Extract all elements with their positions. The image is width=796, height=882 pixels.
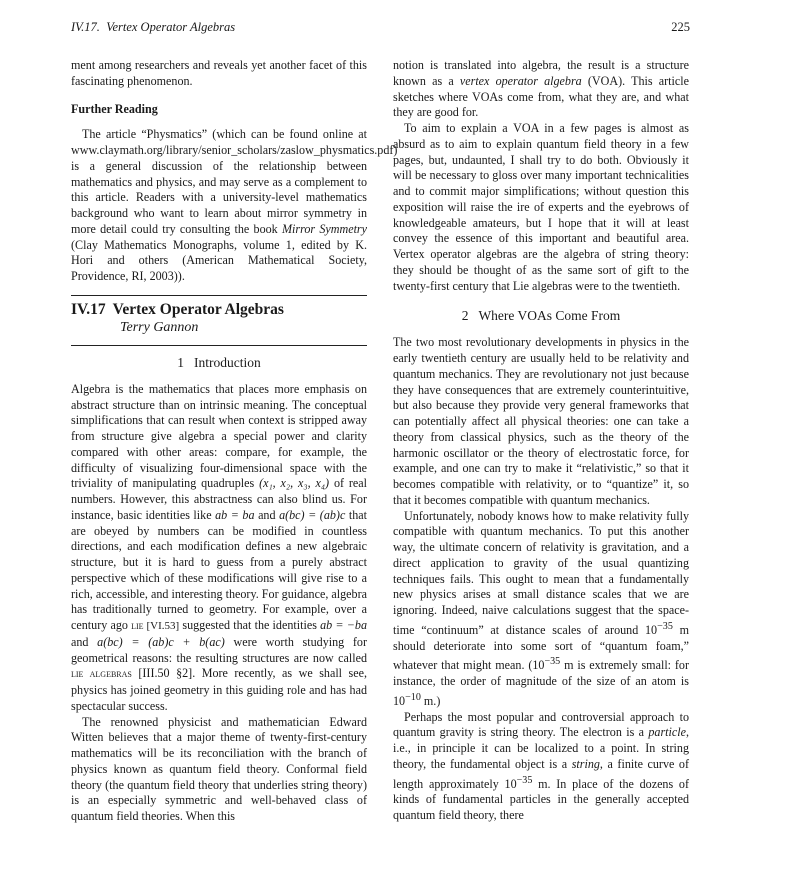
further-reading-text — [71, 127, 398, 285]
cross-ref-lie-algebras-location: [III.50 §2] — [131, 666, 193, 681]
chapter-rule-top — [71, 295, 367, 296]
section-2-number: 2 — [461, 308, 469, 324]
s1p1-g: were worth studying for geometrical reasons: the resulting structures are now called — [71, 634, 367, 665]
further-reading-text-a: The article “Physmatics” (which can be found online at www.claymath.org/library/senior_scholars/zaslow_physmatics.pdf) is a general discussion of the relationship between mathematics and physics, and may serve as a complement to this article. Readers with a university-level mathematics background who want to learn about mirror symmetry in more detail could try consulting the book — [71, 127, 398, 236]
s1p1-f: and — [71, 634, 98, 649]
term-string: string — [571, 756, 600, 771]
section-2-paragraph-1: The two most revolutionary developments in physics in the early twentieth century are usually held to be relativity and quantum mechanics. They are revolutionary not just because they have consequences that are extremely counterintuitive, but also because they provide very general frameworks that can potentially affect all physical theories: one can take a theory from classical physics, such as the theory of the harmonic oscillator or the theory of electrostatic force, for example, and one can try to make it “relativistic,” so that it becomes compatible with relativity, or to “quantize” it, so that it becomes compatible with quantum mechanics. — [393, 335, 689, 507]
length-planck-base: 10 — [645, 622, 658, 637]
s2p3-b: , i.e., in principle it can be localized to a point. In string theory, the fundamental object is a — [393, 725, 689, 771]
term-voa: vertex operator algebra — [459, 73, 582, 88]
chapter-title-header: Vertex Operator Algebras — [106, 20, 236, 34]
length-atom-base: 10 — [393, 693, 406, 708]
s1p1-d: that are obeyed by numbers can be modified in countless directions, and each modification defines a new algebraic structure, but it is hard to guess from a purely abstract perspective which of these modifications will give rise to a rich, accessible, and interesting theory. For guidance, algebra has traditionally turned to geometry. For example, over a century ago — [71, 507, 367, 632]
length-planck-exponent-2: −35 — [544, 656, 561, 668]
running-head-title — [71, 20, 235, 35]
math-commutativity: ab = ba — [215, 507, 255, 522]
section-1-heading — [71, 354, 367, 371]
section-2-heading — [393, 307, 689, 324]
cross-ref-lie-algebras: lie algebras — [71, 668, 132, 681]
math-anticommutativity: ab = −ba — [320, 618, 367, 632]
chapter-author: Terry Gannon — [120, 319, 199, 335]
s2p2-c: m is extremely small: for instance, the order of magnitude of the size of an atom is — [393, 658, 689, 689]
chapter-label: IV.17. — [71, 20, 100, 34]
chapter-heading — [71, 300, 367, 337]
left-column — [71, 58, 398, 825]
chapter-title — [71, 300, 367, 319]
section-2-paragraph-3 — [393, 710, 689, 824]
book-title: Mirror Symmetry — [281, 221, 367, 236]
section-1-number: 1 — [177, 354, 184, 370]
section-1-title: Introduction — [194, 354, 261, 370]
s1p1-c: and — [254, 507, 280, 522]
s2p2-d: m.) — [420, 693, 441, 708]
paragraph-continuation: ment among researchers and reveals yet another facet of this fascinating phenomenon. — [71, 58, 367, 88]
right-column — [393, 58, 689, 824]
s2p2-a: Unfortunately, nobody knows how to make relativity fully compatible with quantum mechanics. To put this another way, the ultimate concern of relativity is gravitation, and a direct application to gravity of the usual quantizing techniques fails. This ought to mean that a fundamentally new physics arises at small distance scales that we are ignoring. Indeed, naive calculations suggest that the space-time “continuum” at distance scales of around — [393, 508, 689, 637]
section-2-paragraph-2 — [393, 509, 689, 710]
voa-intro-b: (VOA). This article sketches where VOAs come from, what they are, and what they are good for. — [393, 73, 689, 120]
term-particle: particle — [648, 725, 686, 740]
math-quadruple: (x₁, x₂, x₃, x₄) — [259, 476, 330, 491]
cross-ref-lie: lie [VI.53] — [131, 620, 180, 632]
s2p2-b: m should deteriorate into some sort of “quantum foam,” whatever that might mean. ( — [393, 622, 690, 673]
paragraph-aim: To aim to explain a VOA in a few pages is almost as absurd as to aim to explain quantum field theory in a few pages, but, undaunted, I shall try to do both. Obviously it will be necessary to gloss over many important technicalities and to commit major simplifications; without question this exposition will raise the ire of experts and the eyebrows of knowledgeable amateurs, but I hope that it will at least convey the essence of this important and beautiful area. Vertex operator algebras are the algebra of string theory: they should be thought of as the same sort of gift to the twenty-first century that Lie algebras were to the twentieth. — [393, 121, 689, 293]
chapter-title-text: Vertex Operator Algebras — [112, 300, 284, 318]
section-1-paragraph-2: The renowned physicist and mathematician Edward Witten believes that a major theme of twenty-first-century mathematics will be its reconciliation with the branch of physics known as quantum field theory. Conformal field theory (the quantum field theory that underlies string theory) is an especially symmetric and well-behaved class of quantum field theories. When this — [71, 714, 367, 823]
section-2-title: Where VOAs Come From — [478, 308, 621, 324]
length-planck-exponent: −35 — [657, 620, 673, 632]
page-number: 225 — [671, 20, 690, 34]
chapter-rule-bottom — [71, 345, 367, 346]
s1p1-h: . More recently, as we shall see, physics has joined geometry in this guiding role and has had spectacular success. — [71, 666, 367, 713]
math-associativity: a(bc) = (ab)c — [279, 507, 346, 522]
paragraph-voa-intro — [393, 58, 689, 121]
length-string-exponent: −35 — [516, 774, 533, 786]
s1p1-e: suggested that the identities — [179, 618, 321, 632]
length-atom-exponent: −10 — [405, 691, 421, 703]
length-string-base: 10 — [504, 776, 517, 791]
further-reading-text-b: (Clay Mathematics Monographs, volume 1, edited by K. Hori and others (American Mathematical Society, Providence, RI, 2003)). — [71, 237, 367, 283]
running-head — [71, 20, 690, 36]
s1p1-b: of real numbers. However, this abstractness can also blind us. For instance, basic identities like — [71, 476, 368, 522]
further-reading-heading: Further Reading — [71, 101, 158, 116]
s2p3-c: , a finite curve of length approximately — [393, 756, 689, 791]
section-1-paragraph-1 — [71, 382, 367, 715]
voa-intro-a: notion is translated into algebra, the result is a structure known as a — [393, 58, 689, 88]
s2p3-d: m. In place of the dozens of kinds of fundamental particles in the generally accepted quantum field theory, there — [393, 776, 689, 823]
s1p1-a: Algebra is the mathematics that places more emphasis on abstract structure than on intrinsic meaning. The conceptual simplifications that can result when context is stripped away from structure give algebra a special power and clarity compared with other areas: compare, for example, the difficulty of visualizing four-dimensional space with the triviality of manipulating quadruples — [71, 381, 367, 491]
length-planck-base-2: 10 — [532, 658, 545, 673]
math-jacobi: a(bc) = (ab)c + b(ac) — [97, 634, 225, 649]
chapter-number: IV.17 — [71, 300, 106, 318]
s2p3-a: Perhaps the most popular and controversial approach to quantum gravity is string theory. The electron is a — [393, 709, 689, 740]
